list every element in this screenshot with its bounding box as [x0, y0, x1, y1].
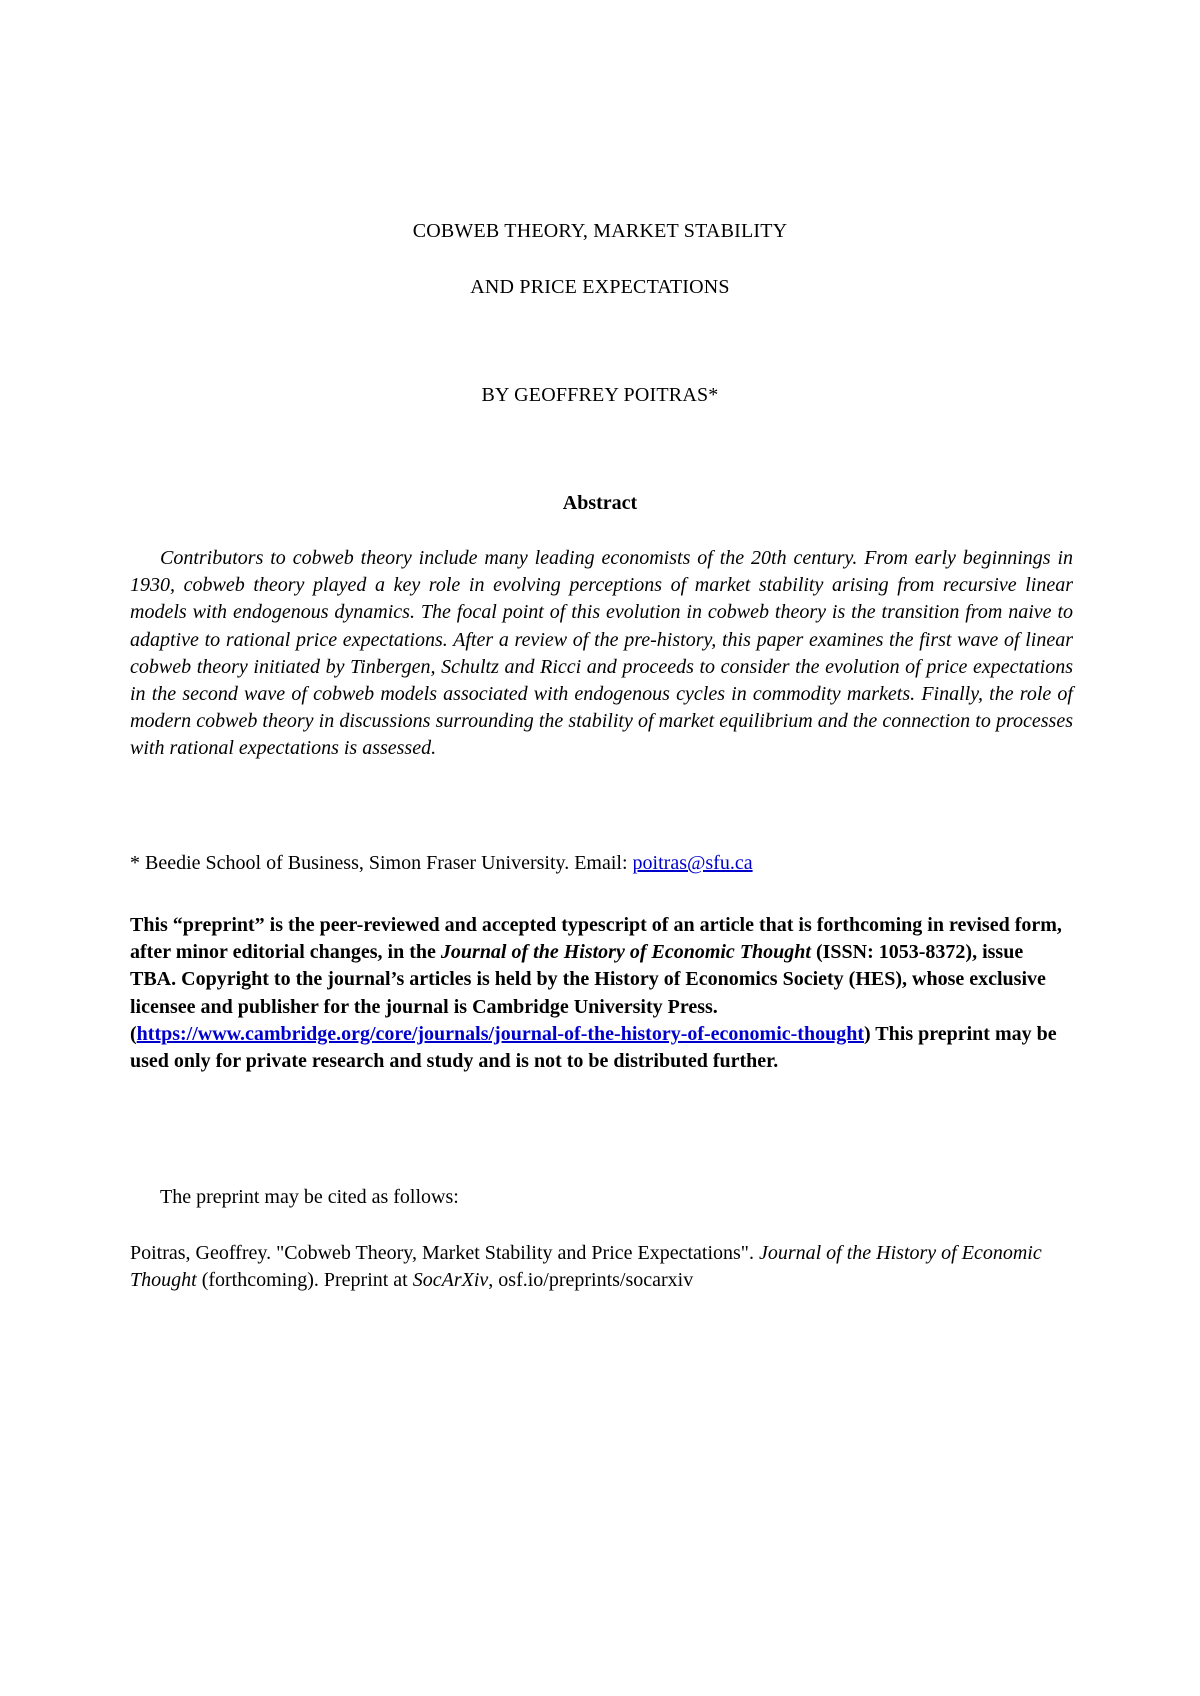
- notice-text-2: (ISSN: 1053-8372), issue TBA. Copyright to the journal’s articles is held by the History of Economics Society (HES), whose exclusive licensee and publisher for the journal is Cambridge University Press. (: [130, 941, 1046, 1045]
- citation-text-3: , osf.io/preprints/socarxiv: [488, 1269, 694, 1292]
- citation-repository-name: SocArXiv: [412, 1269, 489, 1292]
- author-email-link[interactable]: poitras@sfu.ca: [632, 852, 753, 874]
- paper-title-line-2: AND PRICE EXPECTATIONS: [470, 276, 730, 298]
- journal-url-link[interactable]: https://www.cambridge.org/core/journals/journal-of-the-history-of-economic-thought: [136, 1022, 864, 1045]
- citation-intro: The preprint may be cited as follows:: [160, 1186, 459, 1208]
- preprint-notice: [130, 912, 1073, 1075]
- affiliation-text: * Beedie School of Business, Simon Fraser University. Email:: [130, 852, 633, 874]
- abstract-heading: Abstract: [562, 492, 638, 514]
- notice-text-1: This “preprint” is the peer-reviewed and accepted typescript of an article that is forthcoming in revised form, after minor editorial changes, in the: [130, 914, 1062, 964]
- paper-title-line-1: COBWEB THEORY, MARKET STABILITY: [412, 220, 788, 242]
- citation-text: [130, 1240, 1073, 1294]
- author-line: BY GEOFFREY POITRAS*: [481, 384, 719, 406]
- citation-journal-name: Journal of the History of Economic Thought: [130, 1242, 1042, 1292]
- citation-text-2: (forthcoming). Preprint at: [196, 1269, 413, 1292]
- notice-journal-name: Journal of the History of Economic Thought: [440, 941, 811, 964]
- author-affiliation: [130, 852, 1073, 875]
- abstract-text: Contributors to cobweb theory include many leading economists of the 20th century. From early beginnings in 1930, cobweb theory played a key role in evolving perceptions of market stability arising from recursive linear models with endogenous dynamics. The focal point of this evolution in cobweb theory is the transition from naive to adaptive to rational price expectations. After a review of the pre-history, this paper examines the first wave of linear cobweb theory initiated by Tinbergen, Schultz and Ricci and proceeds to consider the evolution of price expectations in the second wave of cobweb models associated with endogenous cycles in commodity markets. Finally, the role of modern cobweb theory in discussions surrounding the stability of market equilibrium and the connection to processes with rational expectations is assessed.: [130, 547, 1073, 760]
- citation-text-1: Poitras, Geoffrey. "Cobweb Theory, Market Stability and Price Expectations".: [130, 1242, 759, 1264]
- notice-text-3: ) This preprint may be used only for private research and study and is not to be distributed further.: [130, 1022, 1057, 1073]
